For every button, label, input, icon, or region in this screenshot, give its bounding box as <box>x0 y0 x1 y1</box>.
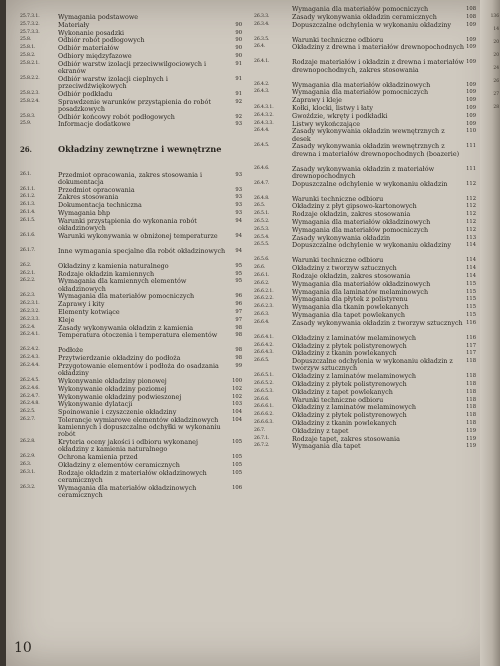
toc-entry-page: 98 <box>235 355 242 362</box>
toc-entry-page: 112 <box>466 180 476 187</box>
toc-entry-title: Okładziny z tapet powlekanych <box>292 387 393 396</box>
toc-entry-page: 92 <box>235 98 242 105</box>
toc-entry-title: Wymagania bhp <box>58 209 111 217</box>
toc-entry-number: 26.3.2. <box>20 484 36 490</box>
toc-entry-number: 26.3.4. <box>254 21 270 27</box>
toc-entry-number: 26.4.7. <box>254 180 270 186</box>
toc-entry-page: 109 <box>466 120 476 127</box>
toc-entry-title: Kołki, klocki, listwy i łaty <box>292 104 374 112</box>
toc-entry-title: Zakres stosowania <box>58 193 119 202</box>
toc-entry-number: 26.6.6.2. <box>254 412 274 418</box>
facing-page-number: 24 <box>493 66 499 71</box>
toc-entry-number: 26.1. <box>20 171 32 177</box>
toc-entry-page: 104 <box>232 417 242 423</box>
toc-entry-page: 94 <box>235 217 242 224</box>
toc-entry-title: Wymagania dla materiałów okładzinowych <box>292 279 431 288</box>
toc-entry-number: 26.6.2. <box>254 280 270 286</box>
toc-entry-title: Okładziny z drewna i materiałów drewnopochodnych <box>292 43 464 52</box>
toc-entry-number: 26.2.4.5. <box>20 378 40 383</box>
toc-entry-title: Warunki techniczne odbioru <box>292 256 384 265</box>
toc-entry-title: Rodzaje okładzin, zakres stosowania <box>292 210 411 219</box>
toc-entry-page: 91 <box>235 90 242 97</box>
toc-entry-title: Wymagania dla tapet powlekanych <box>292 311 405 319</box>
facing-page-number: 20 <box>493 40 499 45</box>
toc-entry-title: Okładziny z laminatów melaminowych <box>292 403 416 412</box>
toc-entry-title: Odbiór podkładu <box>58 89 113 98</box>
toc-entry-number: 25.9. <box>20 121 32 127</box>
page-number: 10 <box>14 640 32 656</box>
toc-entry-title: Odbiór warstw izolacji przeciwwilgociowych i ekranów <box>58 59 207 75</box>
toc-entry-page: 118 <box>466 420 476 426</box>
toc-entry-number: 26.1.2. <box>20 194 36 200</box>
toc-entry-number: 26.3.5. <box>254 36 270 42</box>
toc-entry-number: 26.2.4.3. <box>20 355 40 361</box>
toc-entry-title: Warunki techniczne odbioru <box>292 35 384 44</box>
toc-entry-title: Wymagania dla tkanin powlekanych <box>292 303 409 312</box>
toc-entry-number: 26.2.3.1. <box>20 301 40 307</box>
toc-entry-page: 112 <box>466 219 476 225</box>
toc-entry-number: 26.2.3.3. <box>20 316 40 322</box>
toc-entry-page: 96 <box>235 293 242 300</box>
toc-entry-title: Wymagania dla laminatów melaminowych <box>292 287 429 296</box>
toc-entry-page: 109 <box>466 36 476 43</box>
toc-entry-page: 97 <box>235 309 242 315</box>
toc-entry-page: 90 <box>235 45 242 52</box>
toc-entry-page: 102 <box>232 393 242 400</box>
toc-entry-number: 26.2.7. <box>20 417 36 422</box>
toc-entry-title: Rodzaje okładzin, zakres stosowania <box>292 272 411 280</box>
toc-entry-title: Wykonywanie dylatacji <box>58 400 133 409</box>
toc-entry-number: 26.6.5.2. <box>254 381 274 386</box>
toc-entry-title: Wymagania dla materiałów pomocniczych <box>58 292 195 301</box>
toc-entry-title: Okładziny z tkanin powlekanych <box>292 419 397 427</box>
toc-entry-number: 26.5.1. <box>254 211 270 217</box>
toc-entry-page: 109 <box>466 89 476 96</box>
toc-entry-number: 26.4.3.2. <box>254 112 274 118</box>
toc-entry-page: 114 <box>466 257 476 264</box>
toc-entry-page: 90 <box>235 53 242 59</box>
toc-entry-page: 118 <box>466 388 476 395</box>
toc-entry-page: 93 <box>235 171 242 178</box>
toc-entry-number: 26.4.8. <box>254 195 270 201</box>
toc-entry-number: 26.4.6. <box>254 165 270 171</box>
toc-entry-title: Spoinowanie i czyszczenie okładziny <box>58 408 177 417</box>
toc-entry-title: Okładziny z płytek polistyrenowych <box>292 411 407 420</box>
toc-entry-page: 119 <box>466 435 476 442</box>
toc-entry-title: Sprawdzenie warunków przystąpienia do robót posadzkowych <box>58 97 211 113</box>
toc-entry-title: Zaprawy i kleje <box>292 96 342 105</box>
facing-page-number: 14 <box>493 27 499 32</box>
toc-entry-number: 26.2.4.8. <box>20 401 40 407</box>
toc-entry-page: 95 <box>235 270 242 277</box>
toc-entry-number: 26.1.7. <box>20 247 36 253</box>
toc-entry-page: 115 <box>466 312 476 318</box>
toc-entry-title: Dopuszczalne odchylenie w wykonaniu okładzin <box>292 179 448 188</box>
toc-entry-number: 26.2.4. <box>20 324 36 330</box>
toc-entry-page: 103 <box>232 401 242 408</box>
toc-entry-page: 119 <box>466 443 476 450</box>
toc-entry-number: 25.8.2.1. <box>20 60 40 66</box>
facing-page-number: 27 <box>493 92 499 97</box>
toc-entry-page: 112 <box>466 195 476 202</box>
toc-entry-title: Rodzaje okładzin z materiałów okładzinowych ceramicznych <box>58 468 207 484</box>
toc-entry-number: 26.7.2. <box>254 443 270 449</box>
toc-entry-page: 109 <box>466 97 476 104</box>
toc-entry-number: 25.8.2.3. <box>20 90 40 96</box>
toc-entry-number: 26.6.4.1. <box>254 334 274 340</box>
toc-entry-number: 26.6.3. <box>254 312 270 317</box>
toc-entry-page: 114 <box>466 273 476 279</box>
toc-entry-number: 26.5.3. <box>254 226 270 232</box>
facing-page-edge <box>480 0 500 666</box>
toc-entry-title: Warunki przystąpienia do wykonania robót okładzinowych <box>58 216 197 232</box>
toc-entry-page: 105 <box>232 454 242 461</box>
toc-entry-title: Wymagania dla materiałów pomocniczych <box>292 225 429 234</box>
toc-entry-title: Dopuszczalne odchylenia w wykonaniu okładziny <box>292 20 451 29</box>
toc-entry-number: 26.2.4.1. <box>20 332 40 338</box>
toc-entry-number: 26.3.1. <box>20 469 36 475</box>
toc-entry-title: Okładziny z kamienia naturalnego <box>58 261 169 270</box>
toc-entry-page: 92 <box>235 113 242 120</box>
toc-entry-title: Przytwierdzanie okładziny do podłoża <box>58 354 181 363</box>
toc-entry-number: 25.7.3.2. <box>20 21 40 27</box>
toc-entry-number: 26.4.3.1. <box>254 105 274 110</box>
toc-entry-number: 26.6.6.1. <box>254 404 274 410</box>
toc-entry-page: 98 <box>235 332 242 339</box>
book-page <box>6 0 500 666</box>
toc-entry-number: 26.6.5.1. <box>254 373 274 379</box>
toc-entry-title: Odbiór warstw izolacji cieplnych i przeciwdźwiękowych <box>58 74 168 90</box>
toc-entry-title: Zasady wykonywania okładzin z kamienia <box>58 323 194 332</box>
toc-entry-number: 26.6.2.2. <box>254 296 274 302</box>
toc-entry-title: Rodzaje materiałów i okładzin z drewna i materiałów drewnopochodnych, zakres stosowania <box>292 58 464 74</box>
toc-entry-number: 25.8.2.2. <box>20 75 40 81</box>
toc-entry-number: 26.3. <box>20 462 32 467</box>
toc-entry-title: Zasady wykonywania okładzin z materiałów drewnopochodnych <box>292 164 435 180</box>
toc-entry-title: Inne wymagania specjalne dla robót okładzinowych <box>58 246 226 255</box>
toc-entry-title: Przedmiot opracowania, zakres stosowania i dokumentacja <box>58 170 203 186</box>
toc-entry-title: Przygotowanie elementów i podłoża do osadzania okładziny <box>58 362 219 378</box>
toc-entry-number: 26.4.3. <box>254 89 270 95</box>
toc-entry-number: 25.7.3.1. <box>20 14 40 19</box>
toc-entry-page: 110 <box>466 128 476 135</box>
toc-entry-title: Odbiór materiałów <box>58 44 119 53</box>
toc-entry-page: 116 <box>466 319 476 326</box>
toc-entry-number: 25.7.3.3. <box>20 29 40 35</box>
toc-entry-title: Zasady wykonywania okładzin <box>292 233 391 242</box>
toc-entry-title: Dokumentacja techniczna <box>58 201 142 210</box>
toc-entry-page: 114 <box>466 242 476 249</box>
facing-page-number: 136 <box>490 14 499 19</box>
toc-entry-title: Zasady wykonywania okładzin wewnętrznych z desek <box>292 127 445 143</box>
toc-entry-page: 109 <box>466 59 476 66</box>
facing-page-number: 20 <box>493 53 499 58</box>
toc-entry-title: Zasady wykonywania okładzin z tworzyw sztucznych <box>292 318 463 327</box>
toc-entry-title: Odbiory międzyfazowe <box>58 52 132 60</box>
toc-entry-title: Elementy kotwiące <box>58 308 120 316</box>
toc-entry-title: Warunki techniczne odbioru <box>292 395 384 404</box>
toc-entry-title: Ochrona kamienia przed <box>58 453 138 462</box>
toc-entry-page: 106 <box>232 484 242 491</box>
toc-entry-title: Wymagania dla materiałów okładzinowych ceramicznych <box>58 483 197 499</box>
toc-entry-number: 26.5.4. <box>254 234 270 240</box>
toc-entry-page: 112 <box>466 211 476 218</box>
toc-entry-page: 116 <box>466 334 476 341</box>
toc-entry-number: 26.6.5.3. <box>254 388 274 394</box>
toc-entry-title: Gwoździe, wkręty i podkładki <box>292 111 388 120</box>
toc-entry-page: 93 <box>235 121 242 128</box>
facing-page-number: 28 <box>493 105 499 110</box>
toc-entry-number: 26.6.4. <box>254 319 270 325</box>
toc-entry-page: 108 <box>466 13 476 20</box>
toc-entry-number: 26.1.4. <box>20 210 36 215</box>
toc-entry-page: 90 <box>235 29 242 36</box>
toc-entry-number: 26.4.4. <box>254 128 270 134</box>
toc-entry-page: 94 <box>235 232 242 239</box>
toc-entry-title: Kleje <box>58 315 75 324</box>
toc-entry-number: 26.3.3. <box>254 13 270 19</box>
toc-entry-number: 26.1.5. <box>20 217 36 223</box>
toc-entry-number: 25.8.2. <box>20 53 36 58</box>
toc-entry-title: Wykonanie posadzki <box>58 28 125 37</box>
toc-entry-title: Dopuszczalne odchylenie w wykonaniu okładziny <box>292 241 451 250</box>
toc-entry-number: 26.6.6.3. <box>254 420 274 425</box>
toc-entry-number: 26.2. <box>20 262 32 268</box>
toc-entry-title: Wymagania dla materiałów pomocniczych <box>292 5 429 13</box>
toc-entry-page: 112 <box>466 203 476 210</box>
toc-entry-title: Warunki techniczne odbioru <box>292 194 384 203</box>
toc-entry-page: 109 <box>466 21 476 28</box>
toc-entry-title: Dopuszczalne odchylenia w wykonaniu okładzin z tworzyw sztucznych <box>292 357 453 373</box>
toc-entry-page: 105 <box>232 462 242 468</box>
toc-entry-number: 26.6.6. <box>254 396 270 402</box>
toc-entry-page: 91 <box>235 75 242 82</box>
toc-entry-number: 26.6.2.1. <box>254 288 274 294</box>
toc-entry-number: 26.5.2. <box>254 219 270 224</box>
toc-entry-title: Wymagania dla płytek z polistyrenu <box>292 295 408 304</box>
toc-entry-page: 109 <box>466 112 476 119</box>
toc-entry-page: 105 <box>232 439 242 446</box>
toc-entry-title: Wykonywanie okładziny pionowej <box>58 377 167 385</box>
toc-entry-page: 118 <box>466 358 476 365</box>
toc-entry-number: 26.4.1. <box>254 59 270 65</box>
toc-entry-title: Warunki wykonywania w obniżonej temperaturze <box>58 231 218 240</box>
toc-entry-page: 99 <box>235 363 242 369</box>
toc-entry-number: 26.2.2. <box>20 278 36 284</box>
toc-entry-number: 26.6.1. <box>254 273 270 278</box>
toc-entry-number: 26.4.5. <box>254 143 270 149</box>
toc-entry-page: 94 <box>235 247 242 254</box>
toc-entry-page: 105 <box>232 469 242 476</box>
toc-entry-page: 98 <box>235 324 242 331</box>
toc-entry-page: 100 <box>232 378 242 384</box>
toc-entry-page: 117 <box>466 350 476 357</box>
toc-entry-page: 93 <box>235 194 242 201</box>
toc-entry-number: 26.2.4.6. <box>20 385 40 391</box>
toc-entry-page: 118 <box>466 412 476 419</box>
toc-entry-page: 93 <box>235 186 242 193</box>
toc-entry-page: 115 <box>466 288 476 295</box>
toc-entry-number: 26. <box>20 145 32 155</box>
toc-entry-page: 114 <box>466 265 476 272</box>
toc-entry-title: Materiały <box>58 20 90 29</box>
toc-entry-title: Okładziny zewnętrzne i wewnętrzne <box>58 144 222 155</box>
toc-entry-number: 26.2.3. <box>20 293 36 299</box>
toc-entry-number: 26.5.6. <box>254 257 270 263</box>
toc-entry-title: Wymagania podstawowe <box>58 13 139 21</box>
toc-entry-page: 108 <box>466 6 476 12</box>
toc-entry-number: 26.2.3.2. <box>20 309 40 314</box>
toc-entry-number: 26.2.4.2. <box>20 347 40 353</box>
toc-entry-title: Odbiór robót podłogowych <box>58 36 145 45</box>
toc-entry-number: 25.8. <box>20 37 32 43</box>
toc-entry-title: Wymagania dla materiałów pomocniczych <box>292 88 429 97</box>
toc-entry-title: Wykonywanie okładziny podwieszonej <box>58 392 182 401</box>
toc-entry-page: 97 <box>235 316 242 323</box>
toc-entry-page: 91 <box>235 60 242 67</box>
toc-entry-page: 109 <box>466 105 476 111</box>
toc-entry-title: Kryteria oceny jakości i odbioru wykonanej okładziny z kamienia naturalnego <box>58 438 198 454</box>
toc-entry-number: 26.6.4.2. <box>254 342 274 348</box>
toc-entry-page: 111 <box>466 165 476 172</box>
toc-entry-number: 26.5. <box>254 203 266 209</box>
toc-entry-title: Podłoże <box>58 346 84 355</box>
toc-entry-page: 118 <box>466 373 476 380</box>
toc-entry-page: 109 <box>466 44 476 51</box>
toc-entry-number: 26.6.2.3. <box>254 304 274 310</box>
toc-entry-number: 26.2.9. <box>20 454 36 460</box>
toc-entry-page: 93 <box>235 210 242 216</box>
toc-entry-number: 26.6. <box>254 265 266 271</box>
toc-entry-title: Tolerancje wymiarowe elementów okładzinowych kamiennych i dopuszczalne odchyłki w wykonaniu robót <box>58 416 221 439</box>
toc-entry-title: Wymagania dla kamiennych elementów okładzinowych <box>58 277 187 293</box>
toc-entry-page: 118 <box>466 381 476 387</box>
toc-entry-title: Okładziny z płytek polistyrenowych <box>292 380 407 388</box>
toc-entry-title: Zasady wykonywania okładzin wewnętrznych z drewna i materiałów drewnopochodnych (boazerie) <box>292 142 460 158</box>
toc-entry-page: 96 <box>235 301 242 308</box>
toc-entry-number: 25.8.2.4. <box>20 98 40 104</box>
toc-entry-title: Wymagania dla materiałów okładzinowych <box>292 80 431 89</box>
toc-entry-number: 26.2.4.4. <box>20 363 40 368</box>
toc-entry-number: 26.5.5. <box>254 242 270 248</box>
toc-entry-number: 26.6.4.3. <box>254 350 274 356</box>
toc-entry-page: 98 <box>235 347 242 354</box>
facing-page-number: 26 <box>493 79 499 84</box>
toc-entry-title: Okładziny z tapet <box>292 426 349 435</box>
toc-entry-page: 104 <box>232 409 242 416</box>
toc-entry-number: 25.8.3. <box>20 113 36 119</box>
toc-entry-title: Odbiór końcowy robót podłogowych <box>58 112 175 121</box>
toc-entry-number: 26.1.1. <box>20 186 36 192</box>
toc-entry-page: 111 <box>466 143 476 150</box>
toc-entry-title: Rodzaje okładzin kamiennych <box>58 269 155 278</box>
toc-entry-number: 26.1.6. <box>20 232 36 238</box>
toc-entry-page: 118 <box>466 396 476 403</box>
toc-entry-title: Okładziny z elementów ceramicznych <box>58 461 180 469</box>
toc-entry-title: Okładziny z laminatów melaminowych <box>292 333 416 342</box>
toc-entry-number: 26.2.8. <box>20 439 36 445</box>
toc-entry-number: 26.6.5. <box>254 358 270 364</box>
toc-entry-title: Wykonywanie okładziny poziomej <box>58 384 167 393</box>
toc-entry-title: Zaprawy i kity <box>58 300 105 309</box>
toc-entry-number: 26.2.5. <box>20 409 36 415</box>
toc-entry-page: 115 <box>466 304 476 311</box>
toc-entry-number: 26.4. <box>254 44 266 50</box>
toc-entry-title: Okładziny z tworzyw sztucznych <box>292 264 397 273</box>
toc-entry-page: 112 <box>466 226 476 233</box>
toc-entry-page: 119 <box>466 427 476 434</box>
toc-entry-number: 25.8.1. <box>20 45 36 51</box>
toc-entry-title: Informacje dodatkowe <box>58 120 131 129</box>
toc-entry-page: 95 <box>235 278 242 285</box>
toc-entry-page: 117 <box>466 342 476 349</box>
toc-entry-page: 109 <box>466 81 476 88</box>
toc-entry-title: Temperatura otoczenia i temperatura elementów <box>58 331 218 340</box>
toc-entry-title: Okładziny z tkanin powlekanych <box>292 349 397 358</box>
toc-entry-page: 93 <box>235 202 242 209</box>
toc-entry-title: Okładziny z laminatów melaminowych <box>292 372 416 381</box>
toc-entry-page: 115 <box>466 296 476 303</box>
toc-entry-number: 26.1.3. <box>20 202 36 208</box>
toc-entry-number: 26.7. <box>254 427 266 433</box>
toc-entry-number: 26.4.2. <box>254 81 270 87</box>
toc-entry-title: Zasady wykonywania okładzin ceramicznych <box>292 12 437 21</box>
toc-entry-page: 118 <box>466 404 476 411</box>
toc-entry-number: 26.4.3.3. <box>254 120 274 126</box>
toc-entry-page: 95 <box>235 262 242 269</box>
toc-entry-title: Okładziny z płyt gipsowo-kartonowych <box>292 202 417 211</box>
toc-entry-title: Wymagania dla materiałów okładzinowych <box>292 218 431 226</box>
toc-entry-title: Wymagania dla tapet <box>292 442 361 451</box>
toc-entry-page: 115 <box>466 280 476 287</box>
toc-entry-number: 26.2.4.7. <box>20 393 40 399</box>
toc-entry-number: 26.2.1. <box>20 270 36 276</box>
toc-entry-title: Rodzaje tapet, zakres stosowania <box>292 434 400 443</box>
toc-entry-page: 90 <box>235 37 242 44</box>
toc-entry-page: 102 <box>232 385 242 392</box>
toc-entry-page: 90 <box>235 21 242 28</box>
toc-entry-number: 26.7.1. <box>254 435 270 441</box>
toc-entry-title: Okładziny z płytek polistyrenowych <box>292 341 407 350</box>
toc-entry-page: 113 <box>466 234 476 241</box>
toc-entry-title: Listwy wykończające <box>292 119 361 128</box>
toc-entry-title: Przedmiot opracowania <box>58 185 135 194</box>
